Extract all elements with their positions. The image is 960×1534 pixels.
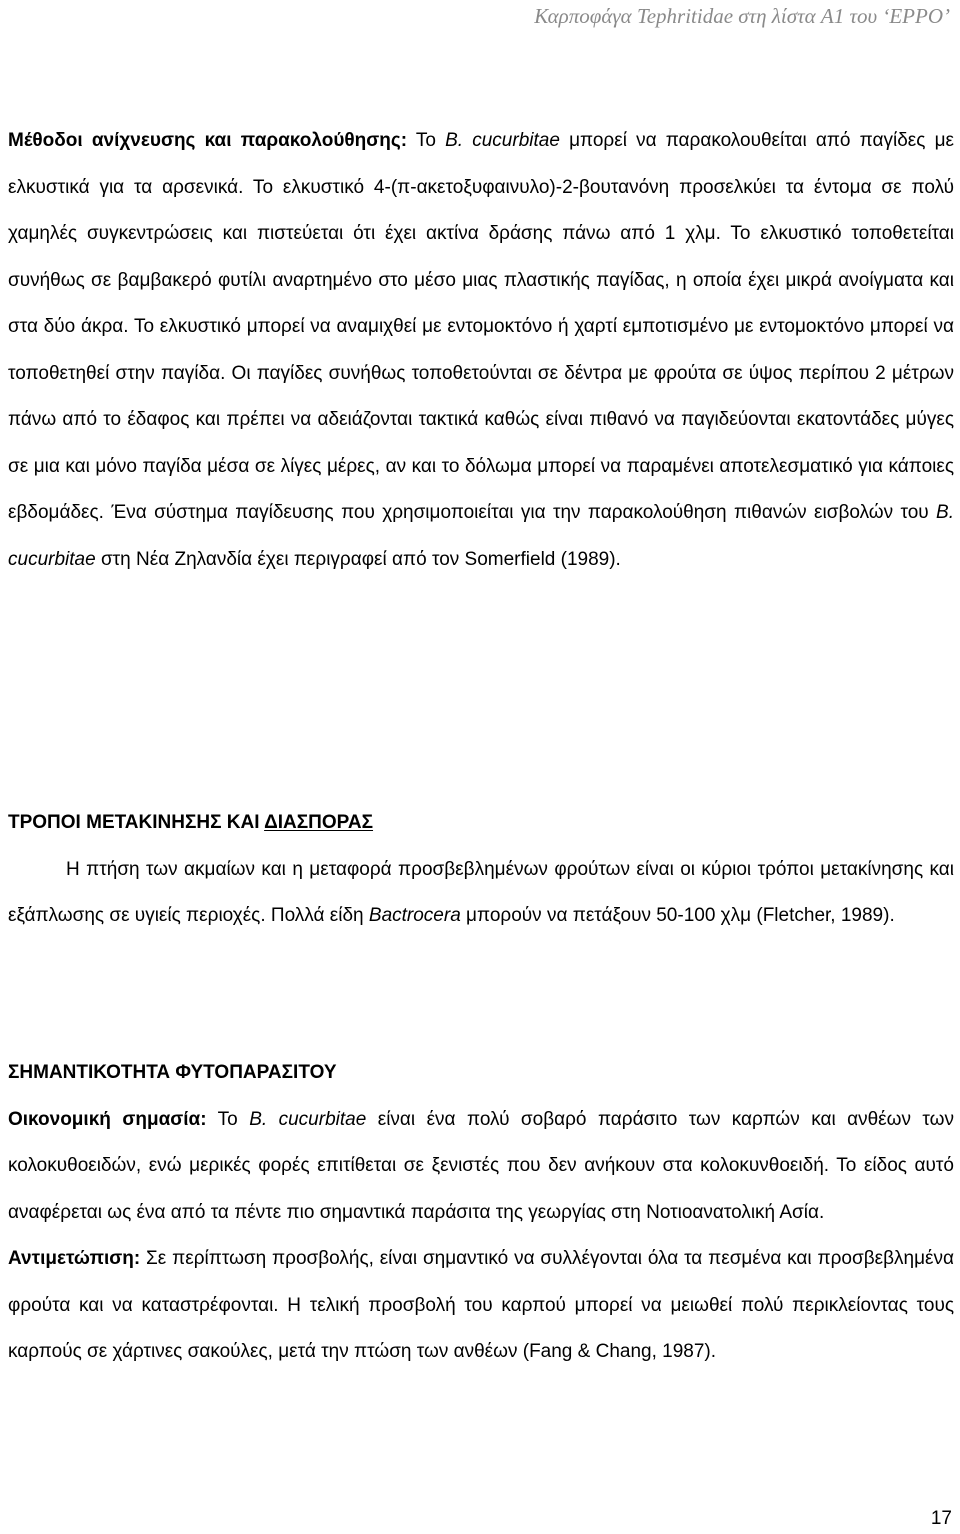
detection-lead: Μέθοδοι ανίχνευσης και παρακολούθησης: xyxy=(8,130,408,151)
control-paragraph xyxy=(8,1236,954,1376)
text-run: είναι ένα πολύ σοβαρό παράσιτο των καρπών και ανθέων των κολοκυθοειδών, ενώ μερικές φορές επιτίθεται σε ξενιστές που δεν ανήκουν στα κολοκυνθοειδή. Το είδος αυτό αναφέρεται ως ένα από τα πέντε πιο σημαντικά παράσιτα της γεωργίας στη Νοτιοανατολική Ασία. xyxy=(8,1108,954,1223)
text-run: Το xyxy=(407,130,446,151)
movement-heading xyxy=(8,800,954,847)
economic-lead: Οικονομική σημασία: xyxy=(8,1108,207,1130)
species-name: B. cucurbitae xyxy=(445,130,560,151)
economic-paragraph xyxy=(8,1097,954,1237)
text-run: Η πτήση των ακμαίων και η μεταφορά προσβεβλημένων φρούτων είναι οι κύριοι τρόποι μετακίνησης και εξάπλωσης σε υγιείς περιοχές. Πολλά είδη xyxy=(8,858,954,926)
heading-text: ΤΡΟΠΟΙ ΜΕΤΑΚΙΝΗΣΗΣ ΚΑΙ xyxy=(8,812,265,833)
species-name: B. cucurbitae xyxy=(8,502,954,570)
detection-paragraph xyxy=(8,118,954,583)
heading-underlined: ΔΙΑΣΠΟΡΑΣ xyxy=(264,812,374,833)
text-run: Σε περίπτωση προσβολής, είναι σημαντικό να συλλέγονται όλα τα πεσμένα και προσβεβλημένα φρούτα και να καταστρέφονται. Η τελική προσβολή του καρπού μπορεί να μειωθεί πολύ περικλείοντας τους καρπούς σε χάρτινες σακούλες, μετά την πτώση των ανθέων (Fang & Chang, 1987). xyxy=(8,1248,954,1362)
page-number: 17 xyxy=(930,1508,952,1529)
control-lead: Αντιμετώπιση: xyxy=(8,1248,141,1269)
text-run: μπορεί να παρακολουθείται από παγίδες με ελκυστικά για τα αρσενικά. Το ελκυστικό 4-(π-ακετοξυφαινυλο)-2-βουτανόνη προσελκύει τα έντομα σε πολύ χαμηλές συγκεντρώσεις και πιστεύεται ότι έχει ακτίνα δράσης πάνω από 1 χλμ. Το ελκυστικό τοποθετείται συνήθως σε βαμβακερό φυτίλι αναρτημένο στο μέσο μιας πλαστικής παγίδας, η οποία έχει μικρά ανοίγματα και στα δύο άκρα. Το ελκυστικό μπορεί να αναμιχθεί με εντομοκτόνο ή χαρτί εμποτισμένο με εντομοκτόνο μπορεί να τοποθετηθεί στην παγίδα. Οι παγίδες συνήθως τοποθετούνται σε δέντρα με φρούτα σε ύψος περίπου 2 μέτρων πάνω από το έδαφος και πρέπει να αδειάζονται τακτικά καθώς είναι πιθανό να παγιδεύονται εκατοντάδες μύγες σε μια και μόνο παγίδα μέσα σε λίγες μέρες, αν και το δόλωμα μπορεί να παραμένει αποτελεσματικό για κάποιες εβδομάδες. Ένα σύστημα παγίδευσης που χρησιμοποιείται για την παρακολούθηση πιθανών εισβολών του xyxy=(8,130,954,523)
species-name: B. cucurbitae xyxy=(249,1108,367,1130)
importance-heading: ΣΗΜΑΝΤΙΚΟΤΗΤΑ ΦΥΤΟΠΑΡΑΣΙΤΟΥ xyxy=(8,1062,337,1083)
running-header: Καρποφάγα Tephritidae στη λίστα A1 του ‘EPPO’ xyxy=(534,4,950,28)
movement-section xyxy=(8,800,954,940)
text-run: στη Νέα Ζηλανδία έχει περιγραφεί από τον Somerfield (1989). xyxy=(95,548,621,570)
importance-section xyxy=(8,1050,954,1376)
text-run: μπορούν να πετάξουν 50-100 χλμ (Fletcher, 1989). xyxy=(460,905,895,926)
detection-section xyxy=(8,118,954,583)
genus-name: Bactrocera xyxy=(368,905,461,926)
text-run: Το xyxy=(206,1108,250,1130)
movement-paragraph xyxy=(8,847,954,940)
